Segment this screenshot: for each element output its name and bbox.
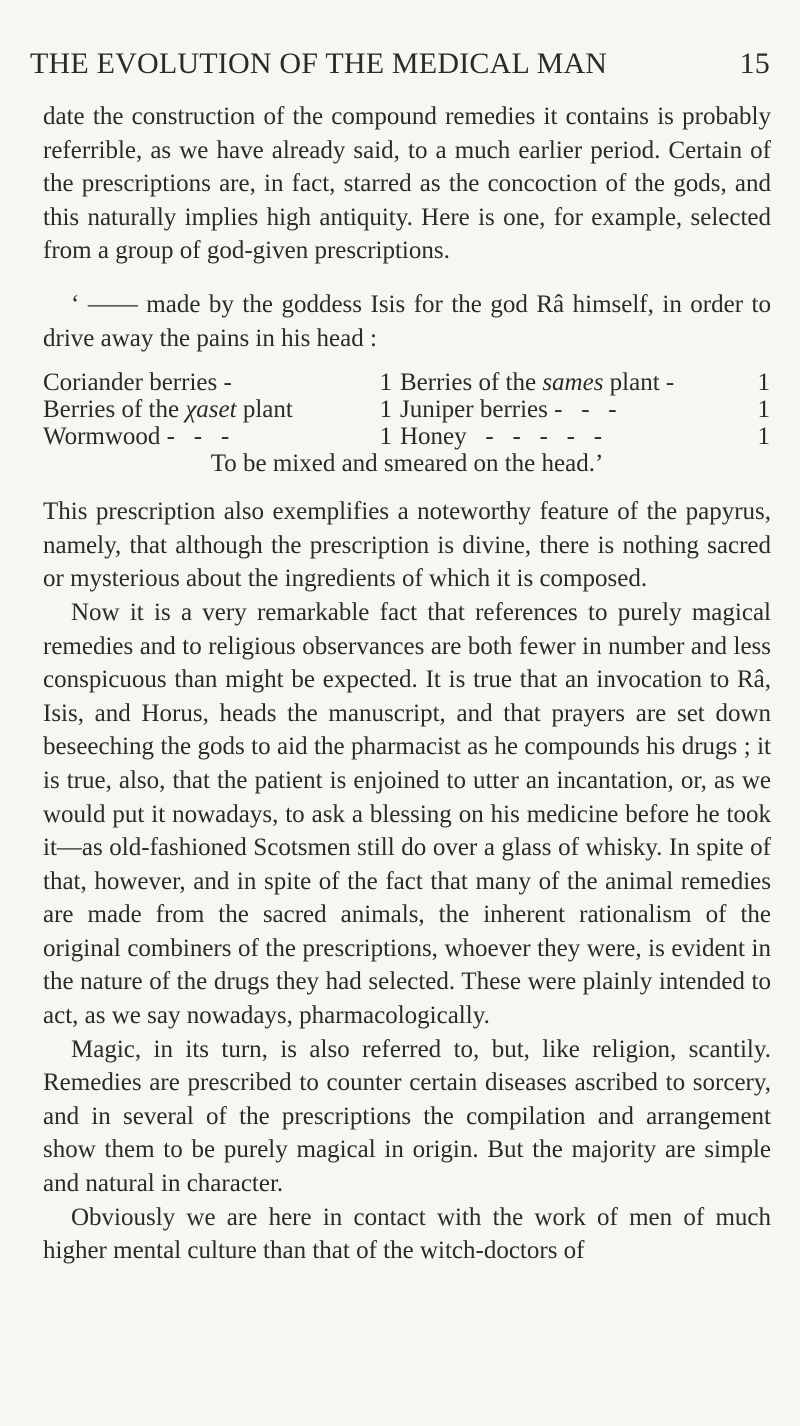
- page-number: 15: [739, 47, 770, 80]
- recipe-cell: [400, 423, 770, 450]
- paragraph-5: Obviously we are here in contact with the work of men of much higher mental culture than that of the witch-doctors of: [43, 1203, 771, 1265]
- recipe-row: [43, 396, 771, 423]
- ingredient-quantity: 1: [379, 369, 392, 397]
- ingredient-quantity: 1: [757, 396, 770, 424]
- quote-intro: ‘ —— made by the goddess Isis for the god Râ himself, in order to drive away the pains in his head :: [43, 290, 771, 352]
- paragraph-2: This prescription also exemplifies a noteworthy feature of the papyrus, namely, that although the prescription is divine, there is nothing sacred or mysterious about the ingredients of which it is composed.: [43, 498, 771, 593]
- recipe-cell: [43, 396, 392, 423]
- ingredient-name: Berries of the sames plant -: [400, 369, 675, 397]
- recipe-cell: [43, 369, 392, 396]
- paragraph-4: Magic, in its turn, is also referred to, but, like religion, scantily. Remedies are prescribed to counter certain diseases ascribed to sorcery, and in several of the prescriptions the compilation and arrangement show them to be purely magical in origin. But the majority are simple and natural in character.: [43, 1035, 771, 1198]
- recipe-row: [43, 423, 771, 450]
- ingredient-name: Wormwood - - -: [43, 423, 230, 451]
- paragraph-3: Now it is a very remarkable fact that references to purely magical remedies and to religious observances are both fewer in number and less conspicuous than might be expected. It is true that an invocation to Râ, Isis, and Horus, heads the manuscript, and that prayers are set down beseeching the gods to aid the pharmacist as he compounds his drugs ; it is true, also, that the patient is enjoined to utter an incantation, or, as we would put it nowadays, to ask a blessing on his medicine before he took it—as old-fashioned Scotsmen still do over a glass of whisky. In spite of that, however, and in spite of the fact that many of the animal remedies are made from the sacred animals, the inherent rationalism of the original combiners of the prescriptions, whoever they were, is evident in the nature of the drugs they had selected. These were plainly intended to act, as we say nowadays, pharmacologically.: [43, 598, 771, 1030]
- ingredient-name: Juniper berries - - -: [400, 396, 617, 424]
- recipe-cell: [400, 369, 770, 396]
- ingredient-name: Berries of the χaset plant: [43, 396, 293, 424]
- ingredient-quantity: 1: [757, 423, 770, 451]
- ingredient-quantity: 1: [379, 396, 392, 424]
- running-title: THE EVOLUTION OF THE MEDICAL MAN: [30, 47, 608, 80]
- ingredient-name: Honey - - - - -: [400, 423, 603, 451]
- page-body: [43, 100, 771, 1268]
- ingredient-quantity: 1: [379, 423, 392, 451]
- recipe-cell: [43, 423, 392, 450]
- recipe-table: [43, 369, 771, 477]
- recipe-row: [43, 369, 771, 396]
- recipe-cell: [400, 396, 770, 423]
- ingredient-name: Coriander berries -: [43, 369, 232, 397]
- paragraph-1: date the construction of the compound remedies it contains is probably referrible, as we have already said, to a much earlier period. Certain of the prescriptions are, in fact, starred as the concoction of the gods, and this naturally implies high antiquity. Here is one, for example, selected from a group of god-given prescriptions.: [43, 103, 771, 265]
- ingredient-quantity: 1: [757, 369, 770, 397]
- recipe-instruction: To be mixed and smeared on the head.’: [210, 450, 604, 478]
